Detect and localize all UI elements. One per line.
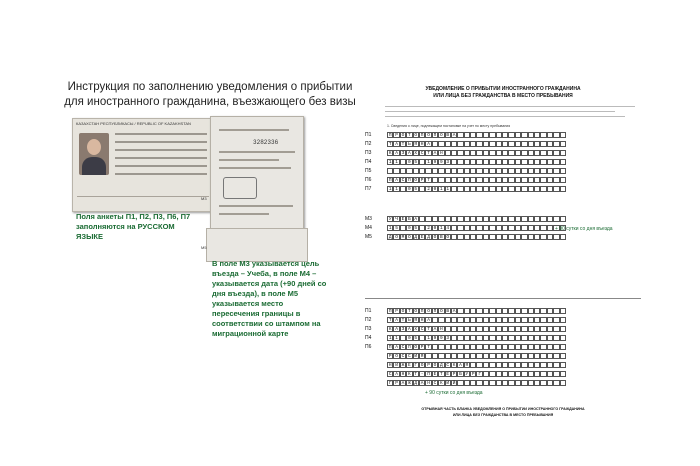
form-cell: А — [452, 133, 456, 138]
form-cell: О — [414, 178, 418, 183]
form-cell: О — [401, 133, 405, 138]
form-cell: Н — [420, 142, 424, 147]
form-cell: 2 — [427, 226, 430, 231]
form-cell — [560, 371, 566, 377]
form-cell: А — [395, 345, 398, 350]
top-row[interactable] — [387, 150, 566, 156]
form-cell: Н — [427, 381, 430, 386]
form-cell: В — [439, 235, 443, 240]
form-cell — [560, 344, 566, 350]
form-cell: П — [420, 309, 424, 314]
form-cell: С — [420, 151, 424, 156]
form-cell: Д — [414, 381, 418, 386]
top-row[interactable] — [387, 132, 566, 138]
form-cell: К — [439, 381, 443, 386]
form-cell — [560, 317, 566, 323]
form-cell: И — [446, 381, 450, 386]
top-row[interactable] — [387, 168, 566, 174]
form-cell: О — [446, 235, 450, 240]
form-cell: Т — [427, 178, 430, 183]
form-cell: 1 — [439, 226, 443, 231]
form-cell: А — [452, 309, 456, 314]
form-cell: С — [420, 327, 424, 332]
form-cell: Р — [471, 372, 475, 377]
form-cell: Ж — [408, 381, 411, 386]
form-cell: В — [446, 309, 450, 314]
form-cell: Т — [401, 318, 405, 323]
form-cell — [560, 216, 566, 222]
form-cell: Д — [427, 235, 430, 240]
form-cell: Н — [420, 318, 424, 323]
form-cell: Р — [395, 381, 398, 386]
form-cell — [560, 234, 566, 240]
form-cell: П — [433, 309, 437, 314]
form-cell: Р — [395, 133, 398, 138]
note-90-days-bottom: + 90 сутки со дня въезда — [425, 390, 483, 396]
form-cell: 0 — [433, 226, 437, 231]
form-cell: О — [433, 363, 437, 368]
instruction-title — [60, 80, 360, 110]
form-cell: П — [433, 133, 437, 138]
form-cell: А — [459, 363, 462, 368]
form-cell: А — [408, 151, 411, 156]
form-cell: О — [414, 345, 418, 350]
passport-header: КАЗАХСТАН РЕСПУБЛИКАСЫ / REPUBLIC OF KAZAKHSTAN — [76, 121, 191, 126]
notification-form — [365, 76, 641, 428]
form-cell: Р — [452, 372, 456, 377]
tear-title-1: ОТРЫВНАЯ ЧАСТЬ БЛАНКА УВЕДОМЛЕНИЯ О ПРИБЫТИИ ИНОСТРАННОГО ГРАЖДАНИНА — [421, 407, 585, 411]
form-cell: А — [408, 327, 411, 332]
title-line-1: Инструкция по заполнению уведомления о прибытии — [67, 81, 353, 93]
form-cell: Х — [414, 151, 418, 156]
form-cell: Р — [420, 178, 424, 183]
form-cell: 3 — [446, 160, 450, 165]
form-cell: О — [414, 133, 418, 138]
form-cell: 4 — [446, 226, 450, 231]
form-cell — [560, 141, 566, 147]
form-cell: Р — [427, 363, 430, 368]
form-cell: Т — [427, 345, 430, 350]
note-m3-m4-m5: В поле М3 указывается цель въезда – Учеба, в поле М4 – указывается дата (+90 дней со дня въезда), в поле М5 указывается место пересечения границы в соответствии со штампом на миграционной карте — [212, 259, 327, 338]
title-line-2: для иностранного гражданина, въезжающего без визы — [64, 96, 356, 108]
form-cell: 5 — [414, 226, 418, 231]
form-cell — [560, 186, 566, 192]
form-cell: 1 — [388, 226, 392, 231]
form-cell: 0 — [408, 187, 411, 192]
form-title-2: ИЛИ ЛИЦА БЕЗ ГРАЖДАНСТВА В МЕСТО ПРЕБЫВАНИЯ — [433, 93, 573, 99]
form-cell: Б — [459, 372, 462, 377]
form-cell: Т — [388, 318, 392, 323]
form-cell: Д — [388, 235, 392, 240]
form-cell: П — [420, 133, 424, 138]
form-cell: Г — [478, 372, 482, 377]
entry-stamp-image — [210, 116, 304, 230]
form-cell: И — [395, 363, 398, 368]
bottom-label-0: П1 — [365, 308, 372, 314]
form-cell: О — [401, 309, 405, 314]
form-cell: 1 — [388, 187, 392, 192]
form-cell: А — [395, 318, 398, 323]
form-cell — [560, 335, 566, 341]
form-cell: О — [420, 363, 424, 368]
form-cell: А — [395, 178, 398, 183]
form-cell: А — [401, 381, 405, 386]
bottom-row[interactable] — [387, 353, 566, 359]
form-cell: А — [395, 372, 398, 377]
form-cell: С — [388, 372, 392, 377]
tear-title-2: ИЛИ ЛИЦА БЕЗ ГРАЖДАНСТВА В МЕСТО ПРЕБЫВАНИЯ — [452, 413, 554, 417]
form-cell: П — [408, 178, 411, 183]
mid-row[interactable] — [387, 216, 566, 222]
form-cell: Т — [388, 142, 392, 147]
form-cell: О — [427, 133, 430, 138]
section-1-label: 1. Сведения о лице, подлежащем постановке на учет по месту пребывания — [387, 124, 511, 128]
form-cell: К — [452, 363, 456, 368]
form-cell: Н — [439, 151, 443, 156]
form-cell: Е — [420, 235, 424, 240]
note-90-days: + 90 сутки со дня въезда — [555, 226, 613, 232]
form-cell: Д — [414, 235, 418, 240]
form-cell: Т — [401, 142, 405, 147]
top-label-3: П4 — [365, 159, 372, 165]
top-label-5: П6 — [365, 177, 372, 183]
form-cell: С — [446, 363, 450, 368]
form-cell: О — [414, 309, 418, 314]
form-cell: К — [388, 151, 392, 156]
form-cell: Н — [401, 372, 405, 377]
form-cell: 1 — [395, 187, 398, 192]
form-cell — [560, 177, 566, 183]
tear-line — [365, 298, 641, 299]
form-cell: Т — [427, 151, 430, 156]
passport-image — [72, 118, 214, 212]
form-cell: Я — [420, 354, 424, 359]
form-cell — [560, 353, 566, 359]
note-fields-russian: Поля анкеты П1, П2, П3, П6, П7 заполняются на РУССКОМ ЯЗЫКЕ — [76, 212, 191, 241]
bottom-row[interactable] — [387, 380, 566, 386]
top-label-4: П5 — [365, 168, 372, 174]
form-cell: О — [427, 309, 430, 314]
form-cell: Г — [388, 381, 392, 386]
form-cell — [560, 326, 566, 332]
form-cell: 5 — [414, 160, 418, 165]
form-cell: В — [446, 133, 450, 138]
form-cell: Т — [439, 372, 443, 377]
stamp-number: 3282336 — [253, 139, 279, 146]
form-cell: А — [414, 217, 418, 222]
label-m5: М5 — [201, 245, 207, 250]
form-cell: М — [401, 235, 405, 240]
form-cell — [560, 362, 566, 368]
top-row[interactable] — [387, 186, 566, 192]
form-title-1: УВЕДОМЛЕНИЕ О ПРИБЫТИИ ИНОСТРАННОГО ГРАЖДАНИНА — [425, 86, 581, 92]
form-cell: Т — [408, 133, 411, 138]
form-cell: С — [433, 381, 437, 386]
form-cell: Т — [427, 327, 430, 332]
form-cell — [560, 159, 566, 165]
label-m3: М3 — [201, 196, 207, 201]
top-label-2: П3 — [365, 150, 372, 156]
form-cell: У — [465, 372, 469, 377]
form-cell: Е — [433, 372, 437, 377]
form-cell: К — [388, 327, 392, 332]
form-cell: Я — [414, 142, 418, 147]
form-cell: С — [401, 178, 405, 183]
mid-label-1: М4 — [365, 225, 372, 231]
form-cell: С — [401, 354, 405, 359]
form-cell: Я — [414, 318, 418, 323]
top-row[interactable] — [387, 159, 566, 165]
form-cell: 9 — [439, 336, 443, 341]
form-cell: 1 — [427, 160, 430, 165]
form-cell: А — [395, 327, 398, 332]
form-cell: 5 — [395, 226, 398, 231]
bottom-label-1: П2 — [365, 317, 372, 323]
form-cell — [560, 168, 566, 174]
form-cell: - — [420, 372, 424, 377]
form-cell: 5 — [414, 187, 418, 192]
form-cell: А — [427, 142, 430, 147]
form-cell: З — [401, 151, 405, 156]
form-cell: Ь — [408, 318, 411, 323]
migration-card-image — [206, 228, 308, 262]
form-cell: Е — [408, 363, 411, 368]
form-cell: П — [408, 345, 411, 350]
bottom-row[interactable] — [387, 371, 566, 377]
form-cell: А — [395, 142, 398, 147]
form-cell: П — [388, 178, 392, 183]
form-cell: К — [408, 372, 411, 377]
form-cell: Т — [414, 372, 418, 377]
top-row[interactable] — [387, 141, 566, 147]
form-cell: О — [408, 235, 411, 240]
mid-row[interactable] — [387, 225, 566, 231]
form-cell: О — [395, 235, 398, 240]
passport-mrz — [77, 196, 209, 207]
form-cell: 5 — [414, 336, 418, 341]
form-cell: 0 — [408, 160, 411, 165]
form-cell: А — [433, 327, 437, 332]
form-cell: Б — [408, 217, 411, 222]
form-cell: П — [388, 309, 392, 314]
form-cell: С — [408, 354, 411, 359]
form-cell: 0 — [433, 187, 437, 192]
form-cell: Н — [388, 363, 392, 368]
top-label-0: П1 — [365, 132, 372, 138]
bottom-row[interactable] — [387, 326, 566, 332]
form-cell: 3 — [446, 336, 450, 341]
form-cell: Р — [395, 309, 398, 314]
form-cell: О — [439, 133, 443, 138]
form-cell: Е — [401, 217, 405, 222]
form-cell: 9 — [433, 160, 437, 165]
form-cell: Г — [414, 363, 418, 368]
form-cell: Й — [452, 381, 456, 386]
form-cell: У — [388, 217, 392, 222]
form-cell: З — [401, 327, 405, 332]
bottom-row[interactable] — [387, 362, 566, 368]
form-cell: Я — [465, 363, 469, 368]
passport-photo — [79, 133, 109, 175]
top-label-1: П2 — [365, 141, 372, 147]
form-cell: А — [427, 318, 430, 323]
form-cell — [560, 132, 566, 138]
form-cell — [560, 380, 566, 386]
form-cell: П — [427, 372, 430, 377]
form-cell: О — [439, 309, 443, 314]
form-cell — [560, 308, 566, 314]
form-cell: 2 — [427, 187, 430, 192]
form-cell: Ж — [401, 363, 405, 368]
form-cell: 1 — [439, 187, 443, 192]
form-cell: Р — [388, 354, 392, 359]
form-cell: 1 — [427, 336, 430, 341]
form-cell: Р — [420, 345, 424, 350]
form-cell: 1 — [388, 160, 392, 165]
bottom-row[interactable] — [387, 344, 566, 350]
form-cell: Д — [439, 363, 443, 368]
form-cell: Т — [408, 309, 411, 314]
form-cell: 1 — [395, 160, 398, 165]
form-cell: 9 — [433, 336, 437, 341]
form-cell: А — [420, 381, 424, 386]
form-cell: Ь — [408, 142, 411, 147]
form-cell: О — [433, 235, 437, 240]
form-cell: 0 — [408, 226, 411, 231]
passport-lines — [115, 133, 207, 181]
form-cell: И — [414, 354, 418, 359]
form-cell: 1 — [446, 187, 450, 192]
bottom-label-2: П3 — [365, 326, 372, 332]
mid-label-0: М3 — [365, 216, 372, 222]
bottom-label-4: П6 — [365, 344, 372, 350]
form-cell: 1 — [395, 336, 398, 341]
stamp-seal — [223, 177, 257, 199]
mid-row[interactable] — [387, 234, 566, 240]
form-cell: Х — [414, 327, 418, 332]
form-cell: А — [433, 151, 437, 156]
form-cell: 9 — [439, 160, 443, 165]
top-label-6: П7 — [365, 186, 372, 192]
mid-label-2: М5 — [365, 234, 372, 240]
bottom-label-3: П4 — [365, 335, 372, 341]
bottom-row[interactable] — [387, 317, 566, 323]
bottom-row[interactable] — [387, 335, 566, 341]
bottom-row[interactable] — [387, 308, 566, 314]
form-cell: Е — [446, 372, 450, 377]
form-cell: А — [395, 151, 398, 156]
form-cell: 1 — [388, 336, 392, 341]
form-cell: 0 — [408, 336, 411, 341]
top-row[interactable] — [387, 177, 566, 183]
form-cell: П — [388, 345, 392, 350]
form-cell: О — [395, 354, 398, 359]
form-cell: Н — [439, 327, 443, 332]
form-cell: Ч — [395, 217, 398, 222]
form-cell — [560, 150, 566, 156]
form-cell: С — [401, 345, 405, 350]
form-cell: П — [388, 133, 392, 138]
